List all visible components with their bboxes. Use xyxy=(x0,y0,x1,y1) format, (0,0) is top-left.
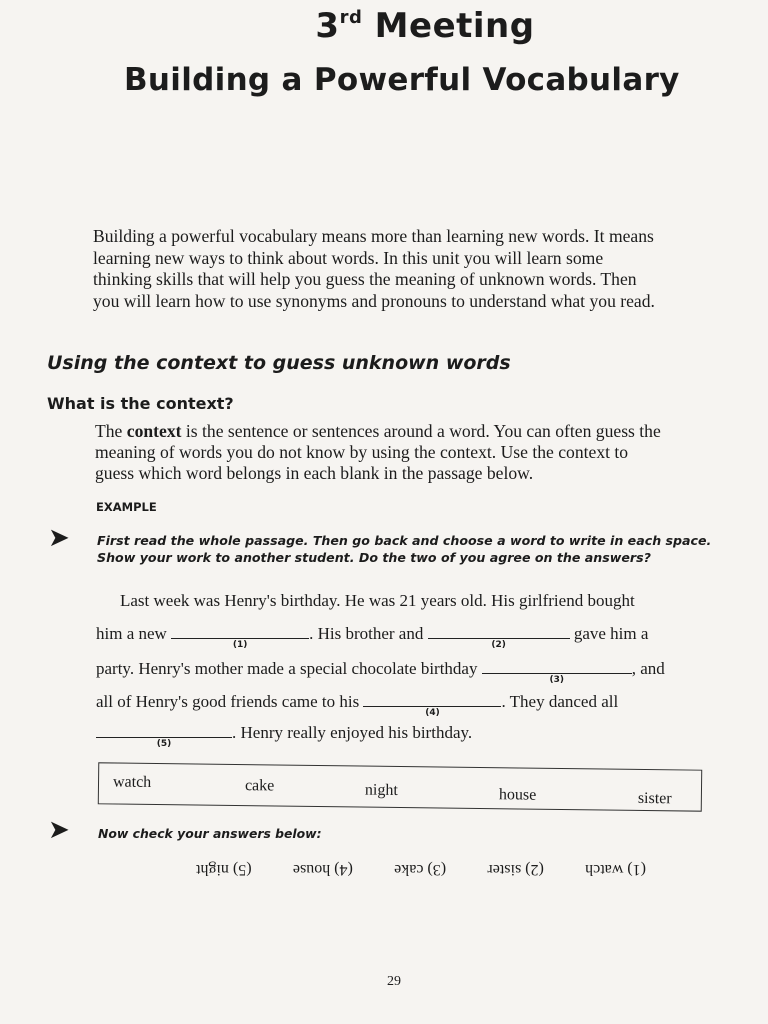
blank-number: (2) xyxy=(491,640,506,650)
blank-number: (3) xyxy=(549,675,564,685)
blank-number: (5) xyxy=(156,739,172,749)
blank-1[interactable] xyxy=(171,624,309,650)
answer-item: (2) sister xyxy=(487,861,544,878)
answer-item: (5) night xyxy=(196,861,252,878)
context-paragraph xyxy=(95,421,735,484)
intro-line: learning new ways to think about words. In this unit you will learn some xyxy=(93,247,604,268)
context-term: context xyxy=(126,421,182,441)
subheading: What is the context? xyxy=(47,394,234,413)
intro-paragraph xyxy=(93,226,738,312)
word-option[interactable]: night xyxy=(364,781,398,799)
unit-title: Building a Powerful Vocabulary xyxy=(124,62,680,98)
passage-line: Last week was Henry's birthday. He was 21 years old. His girlfriend bought xyxy=(120,591,635,610)
passage-text: party. Henry's mother made a special chocolate birthday xyxy=(96,659,482,678)
page-number: 29 xyxy=(387,974,401,989)
context-line-rest: is the sentence or sentences around a word. You can often guess the xyxy=(181,421,661,441)
title-number: 3 xyxy=(315,6,340,46)
word-option[interactable]: cake xyxy=(244,777,275,795)
title-ordinal-suffix: rd xyxy=(339,7,363,28)
passage-text: him a new xyxy=(96,624,172,643)
meeting-title xyxy=(0,6,768,46)
title-meeting-word: Meeting xyxy=(362,6,535,46)
word-box xyxy=(98,762,702,811)
passage-text: . Henry really enjoyed his birthday. xyxy=(232,723,473,742)
word-option[interactable]: sister xyxy=(637,789,672,808)
passage-text: , and xyxy=(631,659,665,678)
blank-number: (1) xyxy=(232,640,248,650)
context-prefix: The xyxy=(95,421,127,441)
instructions xyxy=(97,532,717,566)
blank-5[interactable] xyxy=(96,723,232,749)
answer-key-upside-down xyxy=(196,860,646,878)
word-option[interactable]: house xyxy=(498,786,537,804)
blank-4[interactable] xyxy=(363,692,501,718)
passage-line xyxy=(96,723,473,749)
passage-line xyxy=(96,692,619,718)
blank-2[interactable] xyxy=(428,624,570,650)
blank-number: (4) xyxy=(425,708,440,718)
context-line: guess which word belongs in each blank in the passage below. xyxy=(95,463,534,483)
passage-text: . His brother and xyxy=(309,624,428,643)
arrow-icon: ➤ xyxy=(48,815,70,845)
answer-item: (1) watch xyxy=(585,861,646,878)
context-line xyxy=(95,421,735,442)
instruction-line: Show your work to another student. Do the two of you agree on the answers? xyxy=(97,550,651,565)
instruction-line: First read the whole passage. Then go back and choose a word to write in each space. xyxy=(97,533,712,548)
blank-3[interactable] xyxy=(482,659,632,685)
intro-line: Building a powerful vocabulary means more than learning new words. It means xyxy=(93,226,654,246)
passage-text: gave him a xyxy=(569,624,649,643)
section-heading: Using the context to guess unknown words xyxy=(47,352,511,374)
answer-item: (4) house xyxy=(292,861,353,878)
intro-line: you will learn how to use synonyms and pronouns to understand what you read. xyxy=(93,290,655,311)
passage-text: all of Henry's good friends came to his xyxy=(96,692,364,711)
answer-item: (3) cake xyxy=(394,861,447,878)
word-option[interactable]: watch xyxy=(112,773,152,791)
arrow-icon: ➤ xyxy=(48,523,70,553)
passage-text: . They danced all xyxy=(501,692,619,711)
example-label: EXAMPLE xyxy=(96,500,157,514)
check-answers-label: Now check your answers below: xyxy=(98,826,322,841)
passage-line xyxy=(96,659,665,685)
passage-line xyxy=(96,624,649,650)
context-line: meaning of words you do not know by using the context. Use the context to xyxy=(95,442,629,462)
intro-line: thinking skills that will help you guess the meaning of unknown words. Then xyxy=(93,269,637,290)
